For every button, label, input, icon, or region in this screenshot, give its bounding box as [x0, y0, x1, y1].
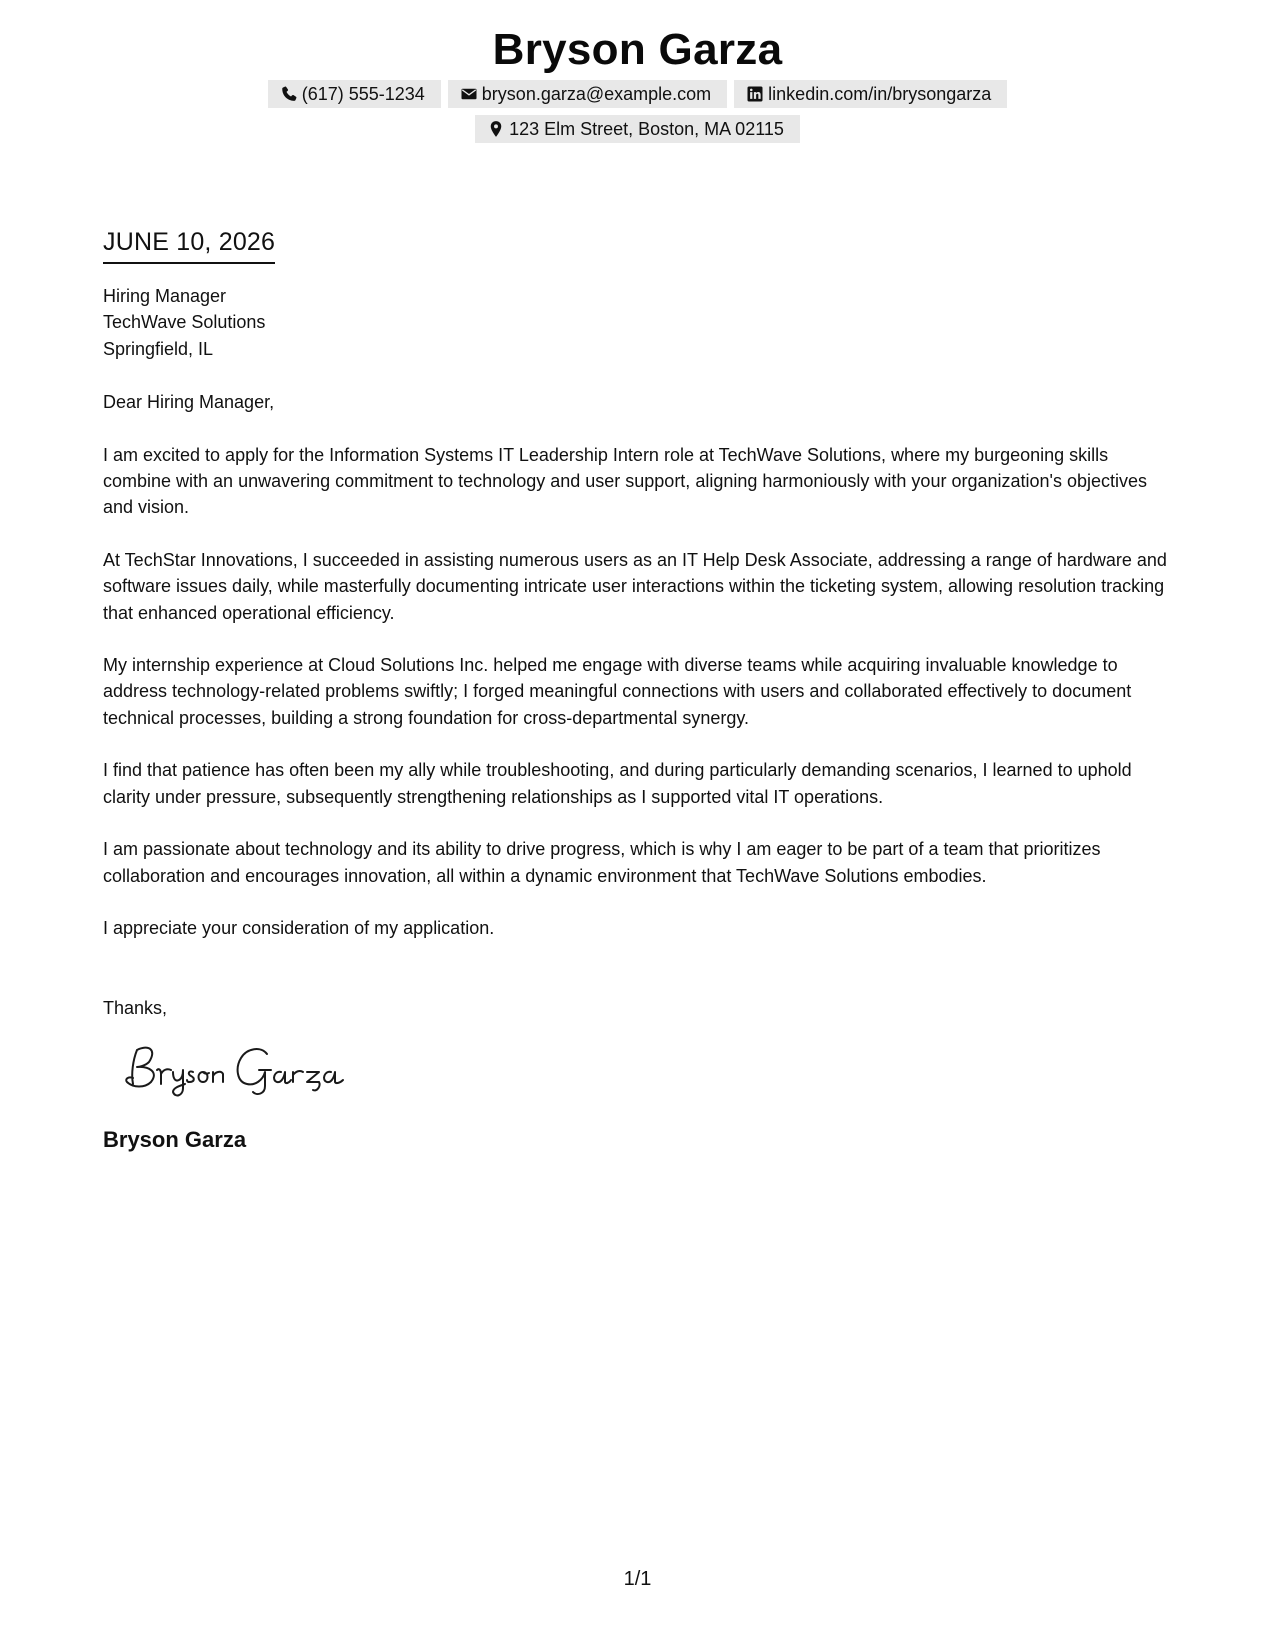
- signature-image: [121, 1040, 361, 1100]
- page-number: 1/1: [623, 1568, 652, 1590]
- contact-row-primary: [0, 80, 1275, 108]
- linkedin-text: linkedin.com/in/brysongarza: [768, 83, 992, 104]
- body-paragraph: My internship experience at Cloud Solutions Inc. helped me engage with diverse teams while acquiring invaluable knowledge to address technology-related problems swiftly; I forged meaningful connections with users and collaborated effectively to document technical processes, building a strong foundation for cross-departmental synergy.: [103, 655, 1132, 728]
- linkedin-chip: [734, 80, 1007, 108]
- letter-header: [0, 22, 1275, 143]
- body-paragraph: I find that patience has often been my ally while troubleshooting, and during particularly demanding scenarios, I learned to uphold clarity under pressure, subsequently strengthening relationships as I supported vital IT operations.: [103, 760, 1132, 807]
- map-marker-icon: [487, 120, 505, 138]
- phone-chip: [268, 80, 441, 108]
- applicant-name: Bryson Garza: [492, 25, 783, 74]
- body-paragraph: I appreciate your consideration of my application.: [103, 917, 495, 938]
- recipient-company: TechWave Solutions: [103, 312, 266, 333]
- linkedin-icon: [746, 85, 764, 103]
- address-text: 123 Elm Street, Boston, MA 02115: [509, 118, 784, 139]
- signed-name: Bryson Garza: [103, 1126, 247, 1152]
- salutation: Dear Hiring Manager,: [103, 392, 275, 413]
- recipient-block: [103, 283, 1178, 362]
- handwritten-signature: [121, 1040, 1178, 1102]
- body-paragraph: I am excited to apply for the Information Systems IT Leadership Intern role at TechWave Solutions, where my burgeoning skills combine with an unwavering commitment to technology and user support, aligning harmoniously with your organization's objectives and vision.: [103, 444, 1147, 518]
- phone-icon: [280, 85, 298, 103]
- email-text: bryson.garza@example.com: [481, 83, 712, 104]
- email-chip: [448, 80, 727, 108]
- recipient-location: Springfield, IL: [103, 338, 214, 359]
- letter-date: JUNE 10, 2026: [103, 225, 275, 264]
- body-paragraph: I am passionate about technology and its ability to drive progress, which is why I am eager to be part of a team that prioritizes collaboration and encourages innovation, all within a dynamic environment that TechWave Solutions embodies.: [103, 839, 1101, 886]
- address-chip: [475, 115, 800, 143]
- closing: Thanks,: [103, 998, 168, 1019]
- envelope-icon: [460, 85, 478, 103]
- body-paragraph: At TechStar Innovations, I succeeded in assisting numerous users as an IT Help Desk Associate, addressing a range of hardware and software issues daily, while masterfully documenting intricate user interactions within the ticketing system, allowing resolution tracking that enhanced operational efficiency.: [103, 549, 1167, 623]
- recipient-title: Hiring Manager: [103, 286, 227, 306]
- contact-row-secondary: [0, 115, 1275, 143]
- phone-text: (617) 555-1234: [301, 83, 425, 104]
- letter-body: [103, 225, 1178, 1154]
